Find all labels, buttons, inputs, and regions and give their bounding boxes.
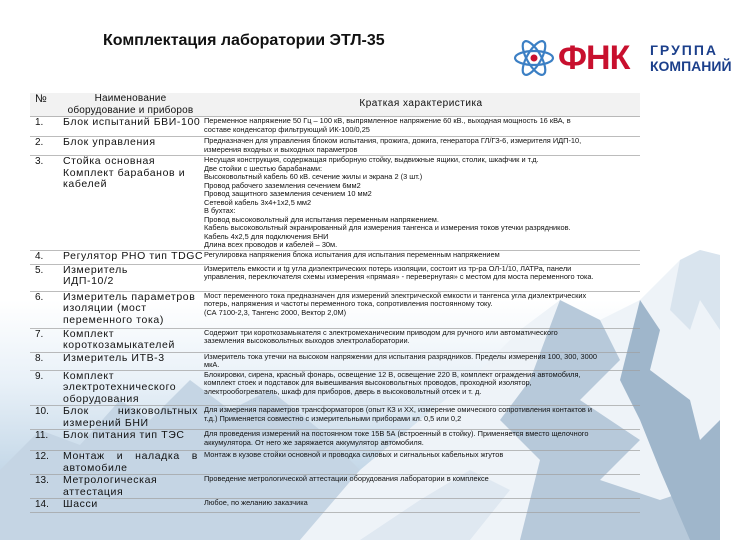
- equipment-name: [61, 430, 200, 451]
- row-number: 5.: [30, 264, 61, 291]
- equipment-name: [61, 117, 200, 137]
- row-number: 3.: [30, 156, 61, 251]
- equipment-description: [200, 250, 640, 264]
- equipment-name: [61, 499, 200, 513]
- description-line: Сетевой кабель 3х4+1х2,5 мм2: [204, 197, 312, 207]
- row-number: 1.: [30, 117, 61, 137]
- equipment-name-line: электротехнического: [63, 381, 177, 393]
- equipment-description: [200, 264, 640, 291]
- equipment-name-word: Монтаж: [63, 450, 105, 462]
- logo-group-text: ГРУППА: [650, 42, 719, 58]
- table-row: [30, 137, 640, 156]
- equipment-name: [61, 352, 200, 370]
- equipment-name-line: Комплект: [63, 369, 115, 382]
- description-line: Высоковольтный кабель 60 кВ. сечение жилы и экрана 2 (3 шт.): [204, 172, 423, 181]
- description-line: Измеритель емкости и tg угла диэлектрических потерь изоляции, состоит из тр-ра ОЛ-1/10, ЛАТРа, панели: [204, 263, 572, 273]
- description-line: Для измерения параметров трансформаторов (опыт КЗ и ХХ, измерение омического сопротивления контактов и: [204, 405, 593, 414]
- equipment-table: [30, 93, 640, 513]
- logo-brand-text: ФНК: [558, 39, 630, 77]
- table-row: [30, 250, 640, 264]
- equipment-name-line: ИДП-10/2: [63, 275, 114, 287]
- row-number: 8.: [30, 352, 61, 370]
- description-line: Несущая конструкция, содержащая приборную стойку, выдвижные ящики, столик, шкафчик и т.д.: [204, 155, 539, 164]
- table-row: [30, 430, 640, 451]
- description-line: Регулировка напряжения блока испытания для испытания переменным напряжением: [204, 249, 500, 259]
- equipment-name: [61, 137, 200, 156]
- equipment-description: [200, 430, 640, 451]
- equipment-name-line: Шасси: [63, 498, 98, 510]
- equipment-name-word: низковольтных: [117, 405, 198, 417]
- equipment-name-line: [63, 451, 198, 463]
- description-line: Кабель 4х2,5 для подключения БНИ: [204, 231, 329, 241]
- description-line: Кабель высоковольтный экранированный для измерения тангенса и измерения токов утечки разрядников.: [204, 223, 571, 232]
- equipment-name-line: Метрологическая: [63, 474, 158, 486]
- equipment-description: [200, 156, 640, 251]
- equipment-description: [200, 370, 640, 406]
- description-line: Любое, по желанию заказчика: [204, 498, 308, 507]
- equipment-name-line: короткозамыкателей: [63, 339, 175, 351]
- row-number: 11.: [30, 430, 61, 451]
- description-line: Монтаж в кузове стойки основной и проводка силовых и сигнальных кабельных жгутов: [204, 450, 504, 459]
- equipment-name-line: измерений БНИ: [63, 416, 149, 429]
- row-number: 9.: [30, 370, 61, 406]
- description-line: составе конденсатор фильтрующий ИК-100/0,25: [204, 124, 370, 134]
- header-name: [61, 93, 200, 117]
- row-number: 10.: [30, 406, 61, 430]
- equipment-description: [200, 499, 640, 513]
- table-row: [30, 475, 640, 499]
- header-name-line: Наименование: [94, 93, 167, 104]
- equipment-description: [200, 352, 640, 370]
- equipment-name: [61, 475, 200, 499]
- description-line: Для проведения измерений на постоянном токе 15В 5А (встроенный в стойку). Применяется вместо щелочного: [204, 429, 589, 438]
- row-number: 14.: [30, 499, 61, 513]
- description-line: Две стойки с шестью барабанами:: [204, 163, 323, 173]
- row-number: 2.: [30, 137, 61, 156]
- equipment-name-line: оборудования: [63, 392, 140, 405]
- description-line: потерь, напряжения и частоты переменного тока, сопротивления постоянному току.: [204, 299, 493, 308]
- equipment-name-line: изоляции (мост: [63, 302, 147, 314]
- table-row: [30, 499, 640, 513]
- row-number: 6.: [30, 291, 61, 328]
- description-line: комплект стоек и подставок для вывешивания высоковольтных проводов, проходной изолятор,: [204, 378, 532, 387]
- description-line: Длина всех проводов и кабелей – 30м.: [204, 240, 338, 249]
- atom-icon: [512, 36, 556, 80]
- equipment-description: [200, 475, 640, 499]
- description-line: Проведение метрологической аттестации оборудования лаборатории в комплексе: [204, 474, 489, 483]
- company-logo: [512, 36, 732, 80]
- header-description: Краткая характеристика: [200, 93, 640, 117]
- equipment-description: [200, 291, 640, 328]
- equipment-name-word: в: [191, 450, 198, 462]
- equipment-name-line: кабелей: [63, 178, 108, 190]
- table-header-row: [30, 93, 640, 117]
- table-row: [30, 406, 640, 430]
- equipment-name-line: автомобиле: [63, 461, 128, 474]
- table-row: [30, 328, 640, 352]
- equipment-description: [200, 451, 640, 475]
- equipment-name: [61, 264, 200, 291]
- description-line: измерения входных и выходных параметров: [204, 144, 358, 154]
- table-row: [30, 117, 640, 137]
- equipment-name-line: Измеритель параметров: [63, 290, 196, 303]
- equipment-name-line: [63, 406, 198, 418]
- equipment-name-line: Блок испытаний БВИ-100: [63, 116, 201, 128]
- equipment-name-line: Комплект: [63, 327, 115, 340]
- description-line: Содержит три короткозамыкателя с электромеханическим приводом для ручного или автоматического: [204, 327, 558, 337]
- equipment-description: [200, 117, 640, 137]
- header-number: №: [30, 93, 61, 117]
- equipment-name-line: Измеритель ИТВ-3: [63, 351, 165, 364]
- row-number: 7.: [30, 328, 61, 352]
- equipment-name: [61, 328, 200, 352]
- description-line: Мост переменного тока предназначен для измерений электрической емкости и тангенса угла диэлектрических: [204, 290, 587, 300]
- description-line: Провод рабочего заземления сечением 6мм2: [204, 180, 361, 190]
- description-line: т.д.) Применяется совместно с измерительными приборами кл. 0,5 или 0,2: [204, 413, 462, 423]
- equipment-name-word: Блок: [63, 405, 89, 417]
- equipment-name: [61, 249, 204, 264]
- equipment-name: [61, 156, 200, 251]
- table-row: [30, 291, 640, 328]
- description-line: Провод высоковольтный для испытания переменным напряжением.: [204, 214, 439, 224]
- equipment-name-line: Комплект барабанов и: [63, 166, 186, 179]
- description-line: Блокировки, сирена, красный фонарь, освещение 12 В, освещение 220 В, комплект ограждения автомобиля,: [204, 369, 581, 379]
- description-line: мкА.: [204, 360, 220, 369]
- equipment-name-line: Блок управления: [63, 136, 156, 148]
- equipment-name-line: Измеритель: [63, 263, 128, 276]
- description-line: В бухтах:: [204, 206, 236, 215]
- equipment-name: [61, 370, 200, 406]
- equipment-name-line: Стойка основная: [63, 155, 156, 167]
- description-line: Предназначен для управления блоком испытания, прожига, дожига, генератора ГЛ/ГЗ-6, измерителя ИДП-10,: [204, 136, 582, 145]
- description-line: Переменное напряжение 50 Гц – 100 кВ, выпрямленное напряжение 60 кВ., выходная мощность 16 кВА, в: [204, 116, 571, 125]
- equipment-name-line: аттестация: [63, 485, 124, 498]
- equipment-name-word: наладка: [135, 450, 180, 462]
- page-title: Комплектация лаборатории ЭТЛ-35: [103, 32, 385, 49]
- table-row: [30, 156, 640, 251]
- description-line: электрообогреватель, шкаф для приборов, дверь в высоковольтный отсек и т. д.: [204, 386, 482, 396]
- row-number: 12.: [30, 451, 61, 475]
- description-line: (СА 7100-2,3, Тангенс 2000, Вектор 2,0М): [204, 307, 347, 317]
- description-line: Провод защитного заземления сечением 10 мм2: [204, 189, 372, 198]
- table-row: [30, 352, 640, 370]
- header-name-line: оборудование и приборов: [67, 104, 194, 116]
- equipment-description: [200, 328, 640, 352]
- description-line: заземления высоковольтных выходов электролаборатории.: [204, 336, 410, 345]
- description-line: управления, переключателя схемы измерения «прямая» - перевернутая» с местом для моста переменного тока.: [204, 272, 594, 281]
- equipment-name-line: переменного тока): [63, 313, 164, 326]
- logo-companies-text: КОМПАНИЙ: [650, 58, 732, 74]
- equipment-description: [200, 406, 640, 430]
- table-row: [30, 370, 640, 406]
- table-row: [30, 264, 640, 291]
- equipment-description: [200, 137, 640, 156]
- row-number: 4.: [30, 250, 61, 264]
- row-number: 13.: [30, 475, 61, 499]
- description-line: аккумулятора. От него же заряжается аккумулятор автомобиля.: [204, 437, 424, 447]
- equipment-name-line: Блок питания тип ТЭС: [63, 429, 185, 441]
- equipment-name: [61, 406, 200, 430]
- equipment-name: [61, 291, 200, 328]
- description-line: Измеритель тока утечки на высоком напряжении для испытания разрядников. Пределы измерения 100, 300, 3000: [204, 351, 597, 361]
- equipment-name: [61, 451, 200, 475]
- table-row: [30, 451, 640, 475]
- equipment-name-line: Регулятор РНО тип TDGC: [63, 249, 204, 262]
- equipment-name-word: и: [116, 450, 124, 462]
